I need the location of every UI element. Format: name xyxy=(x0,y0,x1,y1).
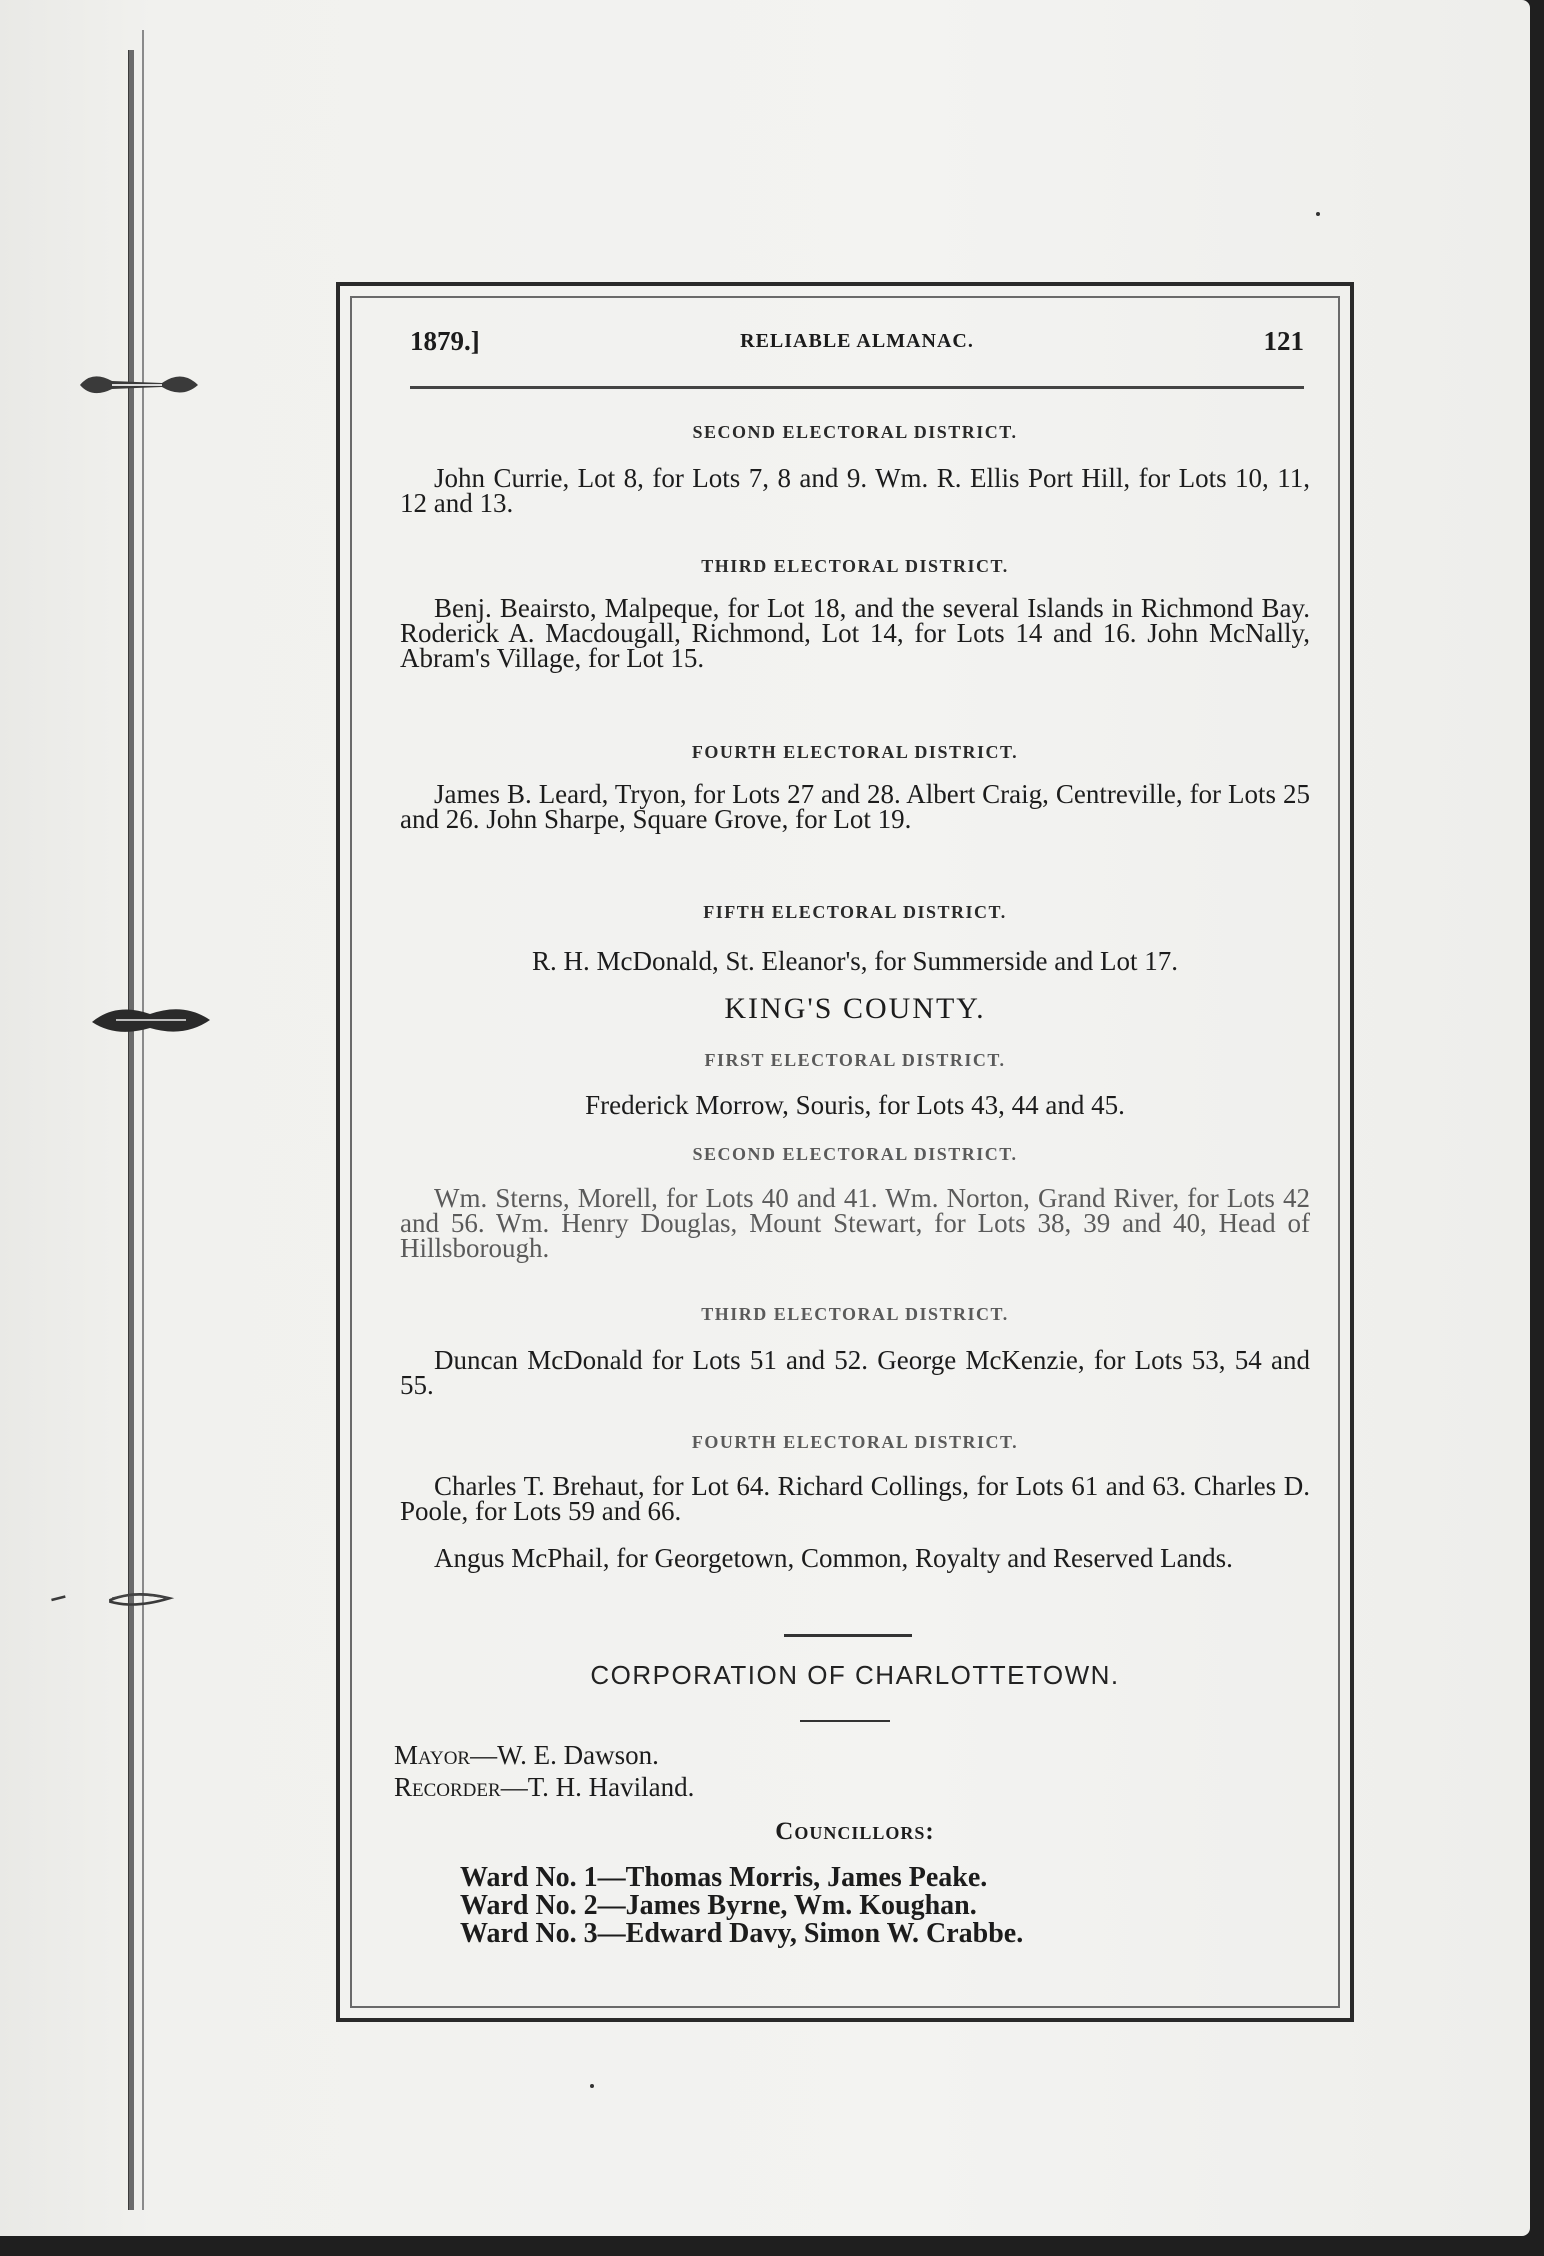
divider xyxy=(800,1720,890,1722)
binding-stitch-icon xyxy=(72,365,202,405)
speck xyxy=(590,2084,594,2088)
section-heading: FOURTH ELECTORAL DISTRICT. xyxy=(691,742,1019,762)
running-header xyxy=(410,326,1304,366)
section-text: Angus McPhail, for Georgetown, Common, Royalty and Reserved Lands. xyxy=(434,1543,1233,1573)
divider xyxy=(784,1634,912,1637)
ward-line: Ward No. 1—Thomas Morris, James Peake. xyxy=(460,1862,988,1893)
section-text: James B. Leard, Tryon, for Lots 27 and 28. Albert Craig, Centreville, for Lots 25 and 26. John Sharpe, Square Grove, for Lot 19. xyxy=(400,779,1310,834)
mayor-name: —W. E. Dawson. xyxy=(470,1740,659,1770)
header-rule xyxy=(410,386,1304,389)
speck xyxy=(1316,212,1320,216)
page-number: 121 xyxy=(1263,326,1304,356)
section-heading: SECOND ELECTORAL DISTRICT. xyxy=(692,422,1018,442)
ward-line: Ward No. 2—James Byrne, Wm. Koughan. xyxy=(460,1890,977,1921)
section-heading: THIRD ELECTORAL DISTRICT. xyxy=(701,1304,1009,1324)
corporation-title: CORPORATION OF CHARLOTTETOWN. xyxy=(590,1660,1120,1690)
section-text: R. H. McDonald, St. Eleanor's, for Summerside and Lot 17. xyxy=(531,946,1179,976)
recorder-label: Recorder xyxy=(394,1772,501,1802)
section-text: Wm. Sterns, Morell, for Lots 40 and 41. Wm. Norton, Grand River, for Lots 42 and 56. Wm. Henry Douglas, Mount Stewart, for Lots 38, 39 and 40, Head of Hillsborough. xyxy=(400,1183,1310,1263)
section-heading: THIRD ELECTORAL DISTRICT. xyxy=(701,556,1009,576)
section-text: John Currie, Lot 8, for Lots 7, 8 and 9. Wm. R. Ellis Port Hill, for Lots 10, 11, 12 and 13. xyxy=(400,463,1310,518)
binding-stitch-icon xyxy=(86,1000,216,1040)
county-heading: KING'S COUNTY. xyxy=(724,992,986,1025)
mayor-label: Mayor xyxy=(394,1740,471,1770)
binding-edge-line xyxy=(142,30,144,2210)
header-year: 1879.] xyxy=(410,326,480,356)
section-heading: SECOND ELECTORAL DISTRICT. xyxy=(692,1144,1018,1164)
ward-line: Ward No. 3—Edward Davy, Simon W. Crabbe. xyxy=(460,1918,1024,1949)
section-text: Duncan McDonald for Lots 51 and 52. George McKenzie, for Lots 53, 54 and 55. xyxy=(400,1345,1310,1400)
councillors-heading: Councillors: xyxy=(775,1818,935,1845)
header-title: RELIABLE ALMANAC. xyxy=(740,330,974,352)
recorder-name: —T. H. Haviland. xyxy=(500,1772,695,1802)
section-heading: FOURTH ELECTORAL DISTRICT. xyxy=(691,1432,1019,1452)
binding-stitch-icon xyxy=(48,1580,178,1620)
section-heading: FIFTH ELECTORAL DISTRICT. xyxy=(703,902,1007,922)
mayor-line xyxy=(394,1740,659,1771)
section-text: Charles T. Brehaut, for Lot 64. Richard Collings, for Lots 61 and 63. Charles D. Poole, for Lots 59 and 66. xyxy=(400,1471,1310,1526)
recorder-line xyxy=(394,1772,694,1803)
section-text: Benj. Beairsto, Malpeque, for Lot 18, and the several Islands in Richmond Bay. Roderick A. Macdougall, Richmond, Lot 14, for Lots 14 and 16. John McNally, Abram's Village, for Lot 15. xyxy=(400,593,1310,673)
section-heading: FIRST ELECTORAL DISTRICT. xyxy=(704,1050,1006,1070)
section-text: Frederick Morrow, Souris, for Lots 43, 44 and 45. xyxy=(585,1090,1125,1120)
